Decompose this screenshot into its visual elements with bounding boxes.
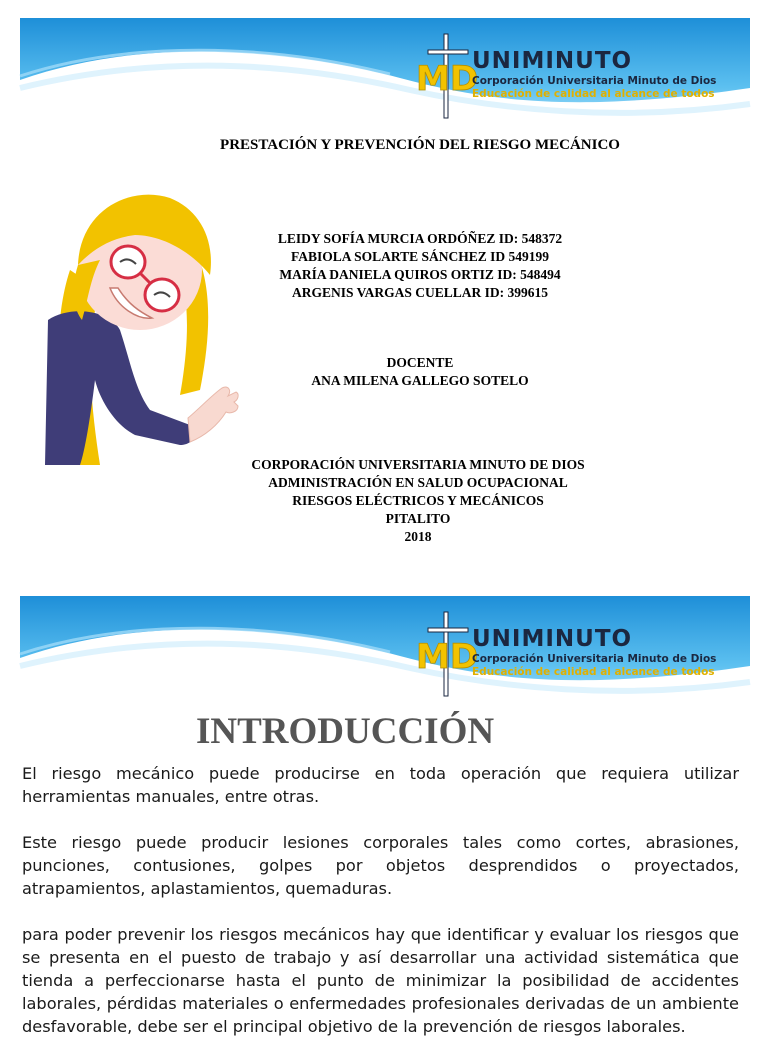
- teacher-name: ANA MILENA GALLEGO SOTELO: [311, 373, 529, 388]
- md-monogram-icon: [414, 30, 479, 120]
- brand-subtitle: Corporación Universitaria Minuto de Dios: [472, 75, 717, 87]
- teacher-label: DOCENTE: [386, 355, 454, 370]
- institution-line: ADMINISTRACIÓN EN SALUD OCUPACIONAL: [268, 475, 568, 490]
- paragraph: para poder prevenir los riesgos mecánicos hay que identificar y evaluar los riesgos que se presenta en el puesto de trabajo y así desarrollar una actividad sistemática que tienda a perfeccionarse hasta el punto de minimizar la posibilidad de accidentes laborales, pérdidas materiales o enfermedades profesionales derivadas de un ambiente desfavorable, debe ser el principal objetivo de la prevención de riesgos laborales.: [22, 925, 739, 1036]
- md-monogram-icon: [414, 608, 479, 698]
- uniminuto-logo: [414, 608, 717, 698]
- section-heading: INTRODUCCIÓN: [196, 711, 495, 752]
- student-list: [220, 230, 620, 302]
- brand-subtitle: Corporación Universitaria Minuto de Dios: [472, 653, 717, 665]
- institution-line: CORPORACIÓN UNIVERSITARIA MINUTO DE DIOS: [251, 457, 585, 472]
- student-name: MARÍA DANIELA QUIROS ORTIZ ID: 548494: [279, 267, 561, 282]
- introduction-slide: [0, 590, 768, 1036]
- brand-name: UNIMINUTO: [472, 626, 633, 652]
- student-name: ARGENIS VARGAS CUELLAR ID: 399615: [291, 285, 549, 300]
- student-name: LEIDY SOFÍA MURCIA ORDÓÑEZ ID: 548372: [277, 231, 563, 246]
- header-banner: [20, 596, 750, 711]
- paragraph: El riesgo mecánico puede producirse en toda operación que requiera utilizar herramientas manuales, entre otras.: [22, 764, 739, 806]
- institution-block: [200, 456, 636, 546]
- brand-name: UNIMINUTO: [472, 48, 633, 74]
- body-text: [22, 762, 739, 1061]
- institution-line: RIESGOS ELÉCTRICOS Y MECÁNICOS: [292, 493, 544, 508]
- student-name: FABIOLA SOLARTE SÁNCHEZ ID 549199: [290, 249, 550, 264]
- brand-tagline: Educación de calidad al alcance de todos: [472, 666, 715, 678]
- svg-text:MD: MD: [416, 637, 479, 677]
- uniminuto-logo: [414, 30, 717, 120]
- institution-line: PITALITO: [385, 511, 451, 526]
- teacher-block: [220, 354, 620, 390]
- cartoon-girl-illustration: [40, 180, 240, 470]
- institution-line: 2018: [404, 529, 432, 544]
- svg-text:MD: MD: [416, 59, 479, 99]
- cover-title: PRESTACIÓN Y PREVENCIÓN DEL RIESGO MECÁNICO: [220, 137, 620, 153]
- paragraph: Este riesgo puede producir lesiones corporales tales como cortes, abrasiones, punciones, contusiones, golpes por objetos desprendidos o proyectados, atrapamientos, aplastamientos, quemaduras.: [22, 833, 739, 898]
- header-banner: [20, 18, 750, 133]
- brand-tagline: Educación de calidad al alcance de todos: [472, 88, 715, 100]
